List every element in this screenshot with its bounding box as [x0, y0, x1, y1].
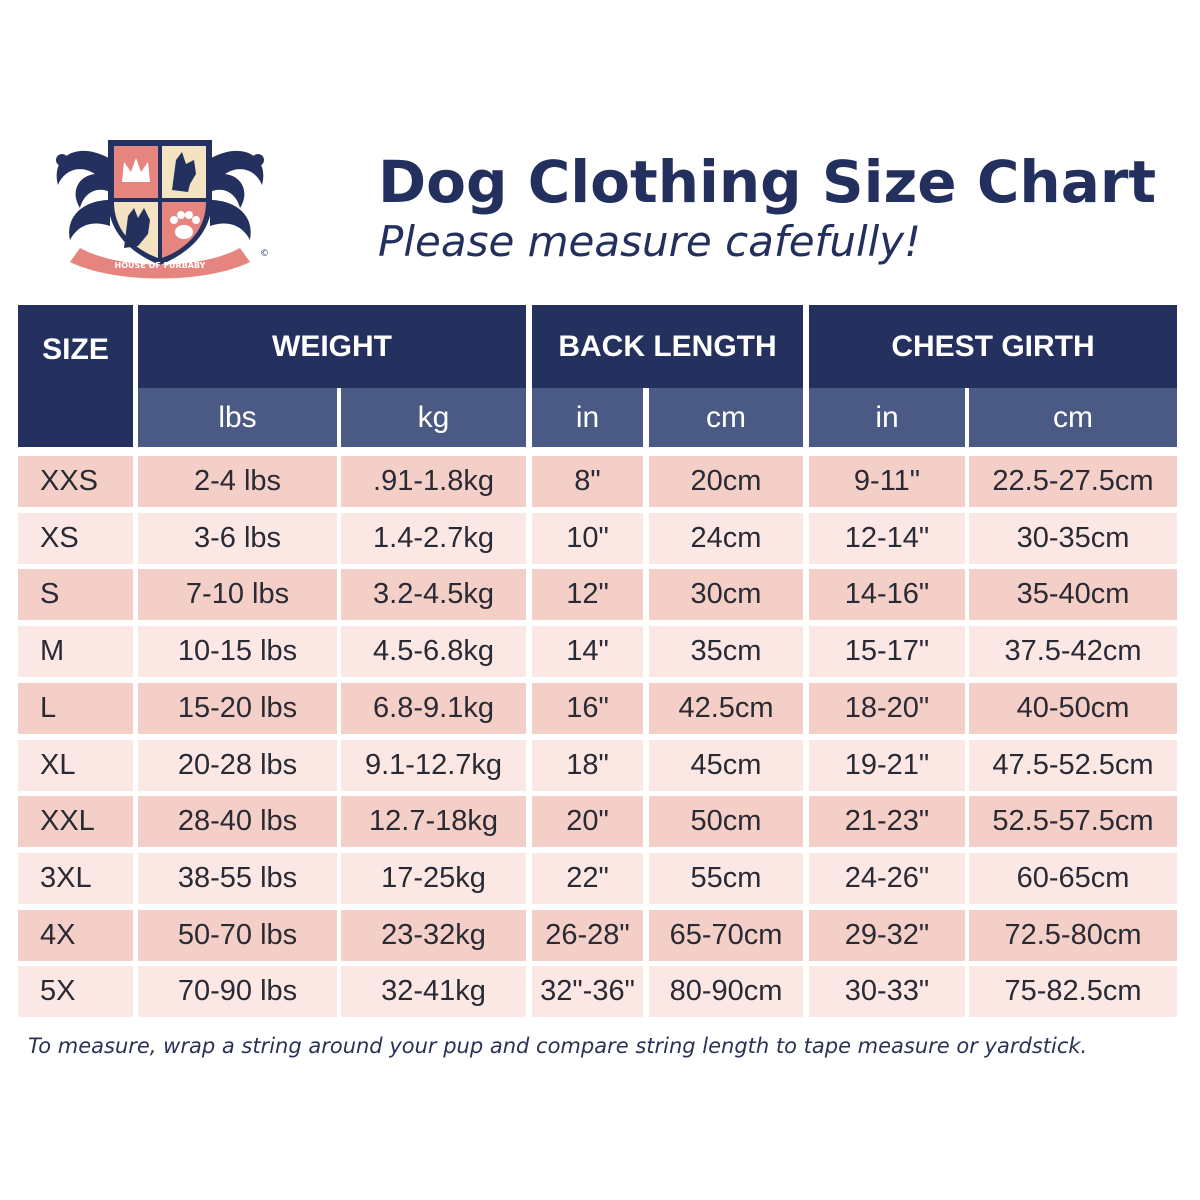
cell-back-length-cm: 20cm: [649, 456, 803, 507]
cell-size: 5X: [18, 966, 133, 1017]
cell-back-length-in: 26-28": [532, 910, 643, 961]
cell-back-length-in: 14": [532, 626, 643, 677]
flourish-right-icon: [208, 151, 264, 240]
cell-chest-girth-cm: 22.5-27.5cm: [969, 456, 1177, 507]
subheader-back-length-in: in: [532, 388, 643, 447]
cell-chest-girth-cm: 47.5-52.5cm: [969, 740, 1177, 791]
cell-back-length-in: 12": [532, 569, 643, 620]
cell-chest-girth-cm: 30-35cm: [969, 513, 1177, 564]
cell-weight-kg: 6.8-9.1kg: [341, 683, 526, 734]
cell-back-length-in: 8": [532, 456, 643, 507]
cell-back-length-in: 20": [532, 796, 643, 847]
cell-size: M: [18, 626, 133, 677]
chest-girth-header: CHEST GIRTH: [809, 305, 1177, 388]
cell-weight-lbs: 10-15 lbs: [138, 626, 337, 677]
cell-weight-kg: 1.4-2.7kg: [341, 513, 526, 564]
cell-back-length-in: 22": [532, 853, 643, 904]
cell-weight-lbs: 15-20 lbs: [138, 683, 337, 734]
cell-chest-girth-in: 9-11": [809, 456, 965, 507]
cell-back-length-cm: 80-90cm: [649, 966, 803, 1017]
cell-weight-kg: 4.5-6.8kg: [341, 626, 526, 677]
flourish-left-icon: [56, 151, 112, 240]
cell-chest-girth-in: 18-20": [809, 683, 965, 734]
page-title: Dog Clothing Size Chart: [378, 148, 1157, 216]
size-header: SIZE: [18, 305, 133, 447]
copyright-mark: ©: [260, 249, 269, 259]
cell-chest-girth-cm: 35-40cm: [969, 569, 1177, 620]
subheader-weight-kg: kg: [341, 388, 526, 447]
cell-weight-kg: 3.2-4.5kg: [341, 569, 526, 620]
cell-size: L: [18, 683, 133, 734]
cell-chest-girth-in: 19-21": [809, 740, 965, 791]
cell-back-length-in: 16": [532, 683, 643, 734]
cell-back-length-cm: 35cm: [649, 626, 803, 677]
cell-weight-kg: 12.7-18kg: [341, 796, 526, 847]
cell-chest-girth-cm: 60-65cm: [969, 853, 1177, 904]
subheader-chest-girth-cm: cm: [969, 388, 1177, 447]
subheader-back-length-cm: cm: [649, 388, 803, 447]
cell-chest-girth-in: 14-16": [809, 569, 965, 620]
subheader-chest-girth-in: in: [809, 388, 965, 447]
cell-size: 3XL: [18, 853, 133, 904]
page-subtitle: Please measure cafefully!: [378, 217, 921, 266]
brand-logo: [40, 130, 280, 280]
cell-chest-girth-in: 21-23": [809, 796, 965, 847]
cell-chest-girth-in: 15-17": [809, 626, 965, 677]
cell-back-length-in: 10": [532, 513, 643, 564]
measure-instructions: To measure, wrap a string around your pup and compare string length to tape measure or yardstick.: [28, 1034, 1088, 1058]
weight-header: WEIGHT: [138, 305, 526, 388]
cell-size: XS: [18, 513, 133, 564]
cell-back-length-cm: 24cm: [649, 513, 803, 564]
cell-back-length-in: 32"-36": [532, 966, 643, 1017]
cell-weight-lbs: 3-6 lbs: [138, 513, 337, 564]
cell-chest-girth-in: 12-14": [809, 513, 965, 564]
cell-weight-kg: 17-25kg: [341, 853, 526, 904]
cell-chest-girth-cm: 75-82.5cm: [969, 966, 1177, 1017]
cell-weight-lbs: 7-10 lbs: [138, 569, 337, 620]
cell-chest-girth-cm: 40-50cm: [969, 683, 1177, 734]
title-block: [378, 146, 1178, 270]
cell-back-length-cm: 45cm: [649, 740, 803, 791]
cell-size: XL: [18, 740, 133, 791]
cell-weight-lbs: 50-70 lbs: [138, 910, 337, 961]
cell-weight-lbs: 38-55 lbs: [138, 853, 337, 904]
cell-size: 4X: [18, 910, 133, 961]
cell-weight-lbs: 70-90 lbs: [138, 966, 337, 1017]
back-length-header: BACK LENGTH: [532, 305, 803, 388]
cell-size: XXL: [18, 796, 133, 847]
cell-weight-kg: 32-41kg: [341, 966, 526, 1017]
cell-weight-kg: 9.1-12.7kg: [341, 740, 526, 791]
cell-back-length-cm: 30cm: [649, 569, 803, 620]
cell-back-length-in: 18": [532, 740, 643, 791]
cell-chest-girth-in: 30-33": [809, 966, 965, 1017]
brand-name: HOUSE OF FURBABY: [114, 261, 206, 270]
cell-back-length-cm: 55cm: [649, 853, 803, 904]
cell-chest-girth-in: 29-32": [809, 910, 965, 961]
subheader-weight-lbs: lbs: [138, 388, 337, 447]
cell-weight-kg: .91-1.8kg: [341, 456, 526, 507]
cell-back-length-cm: 42.5cm: [649, 683, 803, 734]
cell-chest-girth-cm: 52.5-57.5cm: [969, 796, 1177, 847]
cell-back-length-cm: 50cm: [649, 796, 803, 847]
cell-weight-lbs: 2-4 lbs: [138, 456, 337, 507]
cell-back-length-cm: 65-70cm: [649, 910, 803, 961]
cell-weight-kg: 23-32kg: [341, 910, 526, 961]
cell-chest-girth-cm: 72.5-80cm: [969, 910, 1177, 961]
cell-chest-girth-cm: 37.5-42cm: [969, 626, 1177, 677]
cell-weight-lbs: 20-28 lbs: [138, 740, 337, 791]
cell-weight-lbs: 28-40 lbs: [138, 796, 337, 847]
cell-chest-girth-in: 24-26": [809, 853, 965, 904]
cell-size: S: [18, 569, 133, 620]
cell-size: XXS: [18, 456, 133, 507]
